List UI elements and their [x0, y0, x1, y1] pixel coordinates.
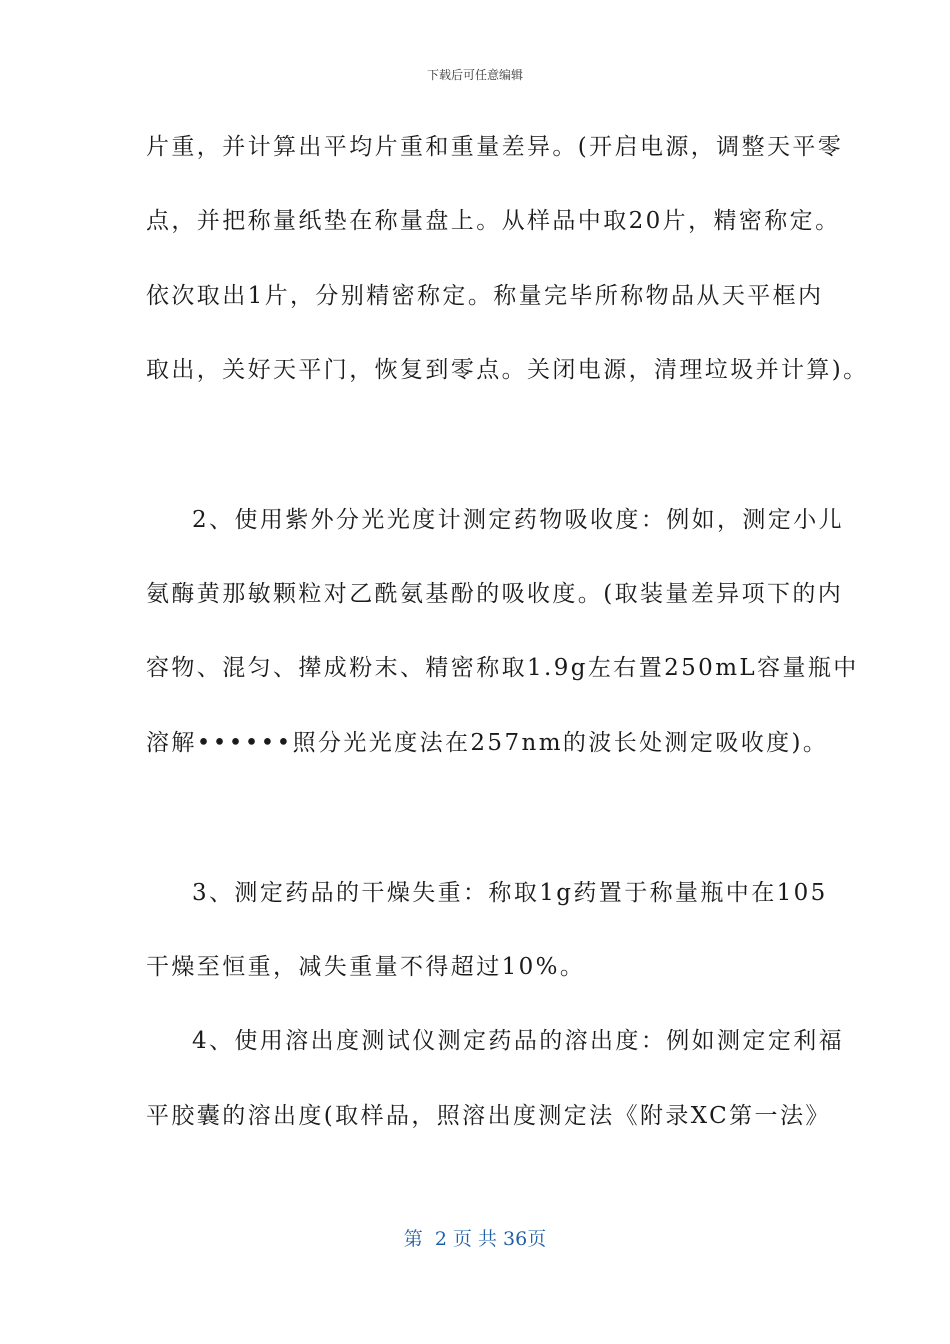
- paragraph-1-line-3: 依次取出1片，分别精密称定。称量完毕所称物品从天平框内: [146, 283, 824, 309]
- paragraph-4-line-1: 4、使用溶出度测试仪测定药品的溶出度：例如测定定利福: [192, 1028, 845, 1054]
- paragraph-3-line-2: 干燥至恒重，减失重量不得超过10%。: [146, 954, 586, 980]
- paragraph-1-line-2: 点，并把称量纸垫在称量盘上。从样品中取20片，精密称定。: [146, 208, 841, 234]
- page-number-footer: 第 2 页 共 36页: [403, 1228, 547, 1250]
- paragraph-1-line-1: 片重，并计算出平均片重和重量差异。(开启电源，调整天平零: [146, 134, 844, 160]
- paragraph-3-line-1: 3、测定药品的干燥失重：称取1g药置于称量瓶中在105: [192, 880, 828, 906]
- paragraph-2-line-4: 溶解••••••照分光光度法在257nm的波长处测定吸收度)。: [146, 730, 829, 756]
- paragraph-2-line-2: 氨酶黄那敏颗粒对乙酰氨基酚的吸收度。(取装量差异项下的内: [146, 581, 844, 607]
- page-header: 下载后可任意编辑: [426, 68, 523, 82]
- paragraph-2-line-1: 2、使用紫外分光光度计测定药物吸收度：例如，测定小儿: [192, 507, 845, 533]
- paragraph-1-line-4: 取出，关好天平门，恢复到零点。关闭电源，清理垃圾并计算)。: [146, 357, 869, 383]
- paragraph-2-line-3: 容物、混匀、撵成粉末、精密称取1.9g左右置250mL容量瓶中: [146, 655, 859, 681]
- paragraph-4-line-2: 平胶囊的溶出度(取样品，照溶出度测定法《附录XC第一法》: [146, 1103, 831, 1129]
